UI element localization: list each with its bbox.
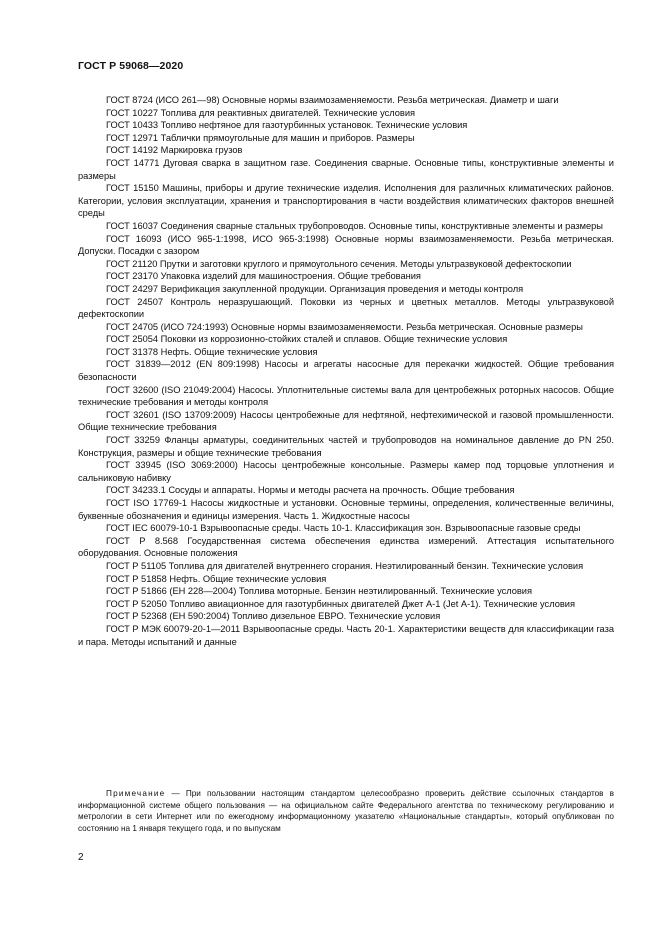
- reference-item: ГОСТ 34233.1 Сосуды и аппараты. Нормы и методы расчета на прочность. Общие требования: [106, 485, 515, 496]
- reference-item: ГОСТ Р МЭК 60079-20-1—2011 Взрывоопасные среды. Часть 20-1. Характеристики веществ для классификации газа и пара. Методы испытаний и данные: [78, 623, 614, 647]
- reference-item: ГОСТ 10227 Топлива для реактивных двигателей. Технические условия: [106, 107, 416, 118]
- reference-item: ГОСТ ISO 17769-1 Насосы жидкостные и установки. Основные термины, определения, количественные величины, буквенные обозначения и единицы измерения. Часть 1. Жидкостные насосы: [78, 498, 614, 521]
- reference-item: ГОСТ IEC 60079-10-1 Взрывоопасные среды. Часть 10-1. Классификация зон. Взрывоопасные газовые среды: [106, 523, 581, 534]
- document-header: ГОСТ Р 59068—2020: [78, 60, 184, 72]
- reference-item: ГОСТ Р 8.568 Государственная система обеспечения единства измерений. Аттестация испытательного оборудования. Основные положения: [78, 535, 614, 559]
- note-text: — При пользовании настоящим стандартом целесообразно проверить действие ссылочных стандартов в информационной системе общего пользования — на официальном сайте Федерального агентства по техническому регулированию и метрологии в сети Интернет или по ежегодному информационному указателю «Национальные стандарты», который опубликован по состоянию на 1 января текущего года, и по выпускам: [78, 789, 614, 833]
- note-paragraph: [78, 788, 614, 834]
- normative-references-list: [78, 94, 614, 648]
- reference-item: ГОСТ 24705 (ИСО 724:1993) Основные нормы взаимозаменяемости. Резьба метрическая. Основные размеры: [106, 321, 583, 332]
- reference-item: ГОСТ Р 51866 (ЕН 228—2004) Топлива моторные. Бензин неэтилированный. Технические условия: [106, 586, 532, 597]
- reference-item: ГОСТ 10433 Топливо нефтяное для газотурбинных установок. Технические условия: [106, 120, 468, 131]
- reference-item: ГОСТ 33259 Фланцы арматуры, соединительных частей и трубопроводов на номинальное давление до PN 250. Конструкция, размеры и общие технические требования: [78, 435, 614, 458]
- note-label: Примечание: [106, 789, 166, 798]
- reference-item: ГОСТ Р 51105 Топлива для двигателей внутреннего сгорания. Неэтилированный бензин. Технические условия: [106, 560, 584, 571]
- page-number: 2: [78, 852, 84, 863]
- reference-item: ГОСТ 31378 Нефть. Общие технические условия: [106, 346, 318, 357]
- reference-item: ГОСТ Р 51858 Нефть. Общие технические условия: [106, 573, 327, 584]
- reference-item: ГОСТ 16037 Соединения сварные стальных трубопроводов. Основные типы, конструктивные элементы и размеры: [106, 220, 603, 231]
- reference-item: ГОСТ Р 52368 (ЕН 590:2004) Топливо дизельное ЕВРО. Технические условия: [106, 611, 441, 622]
- reference-item: ГОСТ Р 52050 Топливо авиационное для газотурбинных двигателей Джет А-1 (Jet А-1). Технические условия: [106, 598, 575, 609]
- reference-item: ГОСТ 12971 Таблички прямоугольные для машин и приборов. Размеры: [106, 132, 415, 143]
- reference-item: ГОСТ 15150 Машины, приборы и другие технические изделия. Исполнения для различных климатических районов. Категории, условия эксплуатации, хранения и транспортирования в части воздействия климатических факторов внешней среды: [78, 183, 614, 219]
- reference-item: ГОСТ 32600 (ISO 21049:2004) Насосы. Уплотнительные системы вала для центробежных роторных насосов. Общие технические требования и методы контроля: [78, 384, 614, 408]
- reference-item: ГОСТ 14771 Дуговая сварка в защитном газе. Соединения сварные. Основные типы, конструктивные элементы и размеры: [78, 157, 614, 181]
- reference-item: ГОСТ 32601 (ISO 13709:2009) Насосы центробежные для нефтяной, нефтехимической и газовой промышленности. Общие технические требования: [78, 409, 614, 433]
- reference-item: ГОСТ 23170 Упаковка изделий для машиностроения. Общие требования: [106, 271, 421, 282]
- reference-item: ГОСТ 33945 (ISO 3069:2000) Насосы центробежные консольные. Размеры камер под торцовые уплотнения и сальниковую набивку: [78, 460, 614, 483]
- reference-item: ГОСТ 24507 Контроль неразрушающий. Поковки из черных и цветных металлов. Методы ультразвуковой дефектоскопии: [78, 296, 614, 320]
- reference-item: ГОСТ 31839—2012 (EN 809:1998) Насосы и агрегаты насосные для перекачки жидкостей. Общие требования безопасности: [78, 359, 614, 383]
- reference-item: ГОСТ 8724 (ИСО 261—98) Основные нормы взаимозаменяемости. Резьба метрическая. Диаметр и шаги: [106, 95, 559, 105]
- reference-item: ГОСТ 21120 Прутки и заготовки круглого и прямоугольного сечения. Методы ультразвуковой дефектоскопии: [106, 258, 572, 269]
- reference-item: ГОСТ 25054 Поковки из коррозионно-стойких сталей и сплавов. Общие технические условия: [106, 334, 508, 345]
- reference-item: ГОСТ 24297 Верификация закупленной продукции. Организация проведения и методы контроля: [106, 283, 524, 294]
- reference-item: ГОСТ 14192 Маркировка грузов: [106, 145, 243, 156]
- reference-item: ГОСТ 16093 (ИСО 965-1:1998, ИСО 965-3:1998) Основные нормы взаимозаменяемости. Резьба метрическая. Допуски. Посадки с зазором: [78, 233, 614, 257]
